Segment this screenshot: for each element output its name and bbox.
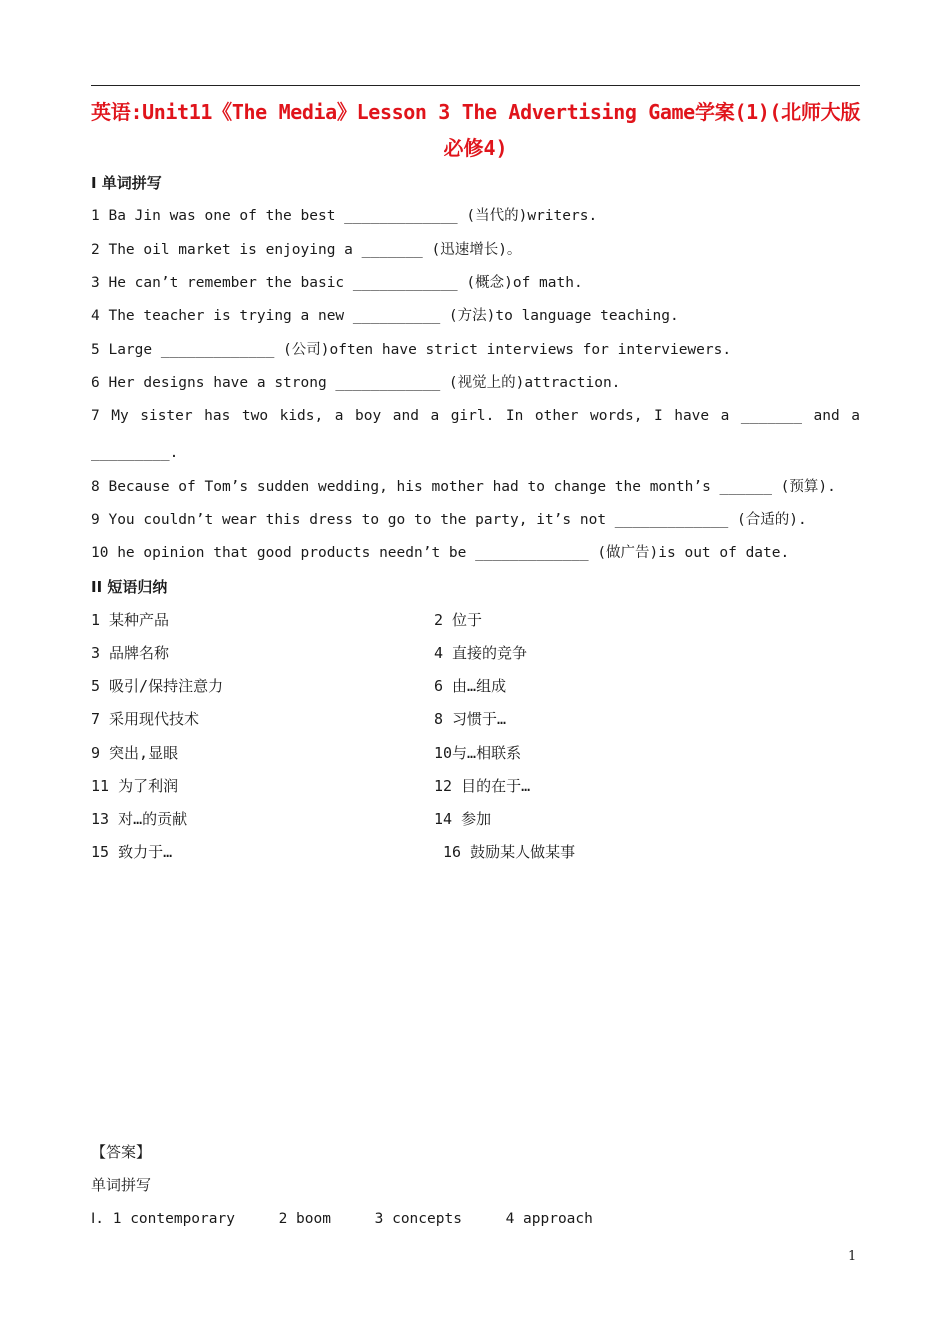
title-line-1: 英语:Unit11《The Media》Lesson 3 The Advertising Game学案(1)(北师大版 (91, 100, 860, 124)
document-title (91, 94, 860, 166)
phrase-item: 14 参加 (434, 810, 492, 828)
phrase-item: 12 目的在于… (434, 777, 531, 795)
section-heading-spelling: Ⅰ 单词拼写 (91, 174, 162, 192)
exercise-line: 6 Her designs have a strong ____________ (视觉上的)attraction. (91, 375, 621, 391)
phrase-item: 13 对…的贡献 (91, 810, 188, 828)
phrase-item: 3 品牌名称 (91, 644, 170, 662)
section-heading-phrases: II 短语归纳 (91, 578, 168, 596)
phrase-item: 1 某种产品 (91, 611, 170, 629)
answers-subheading: 单词拼写 (91, 1176, 152, 1194)
answers-heading: 【答案】 (91, 1143, 152, 1161)
exercise-line: 2 The oil market is enjoying a _______ (迅速增长)。 (91, 242, 522, 258)
title-line-2: 必修4) (443, 136, 508, 160)
phrase-item: 2 位于 (434, 611, 483, 629)
header-rule (91, 85, 860, 86)
exercise-line: 8 Because of Tom’s sudden wedding, his mother had to change the month’s ______ (预算). (91, 479, 836, 495)
exercise-line: 1 Ba Jin was one of the best _____________ (当代的)writers. (91, 208, 598, 224)
phrase-item: 4 直接的竞争 (434, 644, 528, 662)
exercise-line-continuation: _________. (91, 445, 179, 461)
exercise-line: 10 he opinion that good products needn’t be _____________ (做广告)is out of date. (91, 545, 790, 561)
phrase-item: 9 突出,显眼 (91, 744, 179, 762)
phrase-item: 16 鼓励某人做某事 (443, 843, 576, 861)
exercise-line: 7 My sister has two kids, a boy and a girl. In other words, I have a _______ and a (91, 408, 860, 424)
phrase-item: 6 由…组成 (434, 677, 507, 695)
answers-line: Ⅰ. 1 contemporary 2 boom 3 concepts 4 approach (91, 1211, 593, 1227)
exercise-line: 5 Large _____________ (公司)often have strict interviews for interviewers. (91, 342, 732, 358)
phrase-item: 10与…相联系 (434, 744, 522, 762)
phrase-item: 11 为了利润 (91, 777, 179, 795)
exercise-line: 3 He can’t remember the basic ____________ (概念)of math. (91, 275, 583, 291)
exercise-line: 4 The teacher is trying a new __________ (方法)to language teaching. (91, 308, 679, 324)
phrase-item: 7 采用现代技术 (91, 710, 200, 728)
exercise-line: 9 You couldn’t wear this dress to go to the party, it’s not _____________ (合适的). (91, 512, 807, 528)
page-number: 1 (848, 1249, 857, 1264)
phrase-item: 8 习惯于… (434, 710, 507, 728)
phrase-item: 15 致力于… (91, 843, 173, 861)
phrase-item: 5 吸引/保持注意力 (91, 677, 224, 695)
